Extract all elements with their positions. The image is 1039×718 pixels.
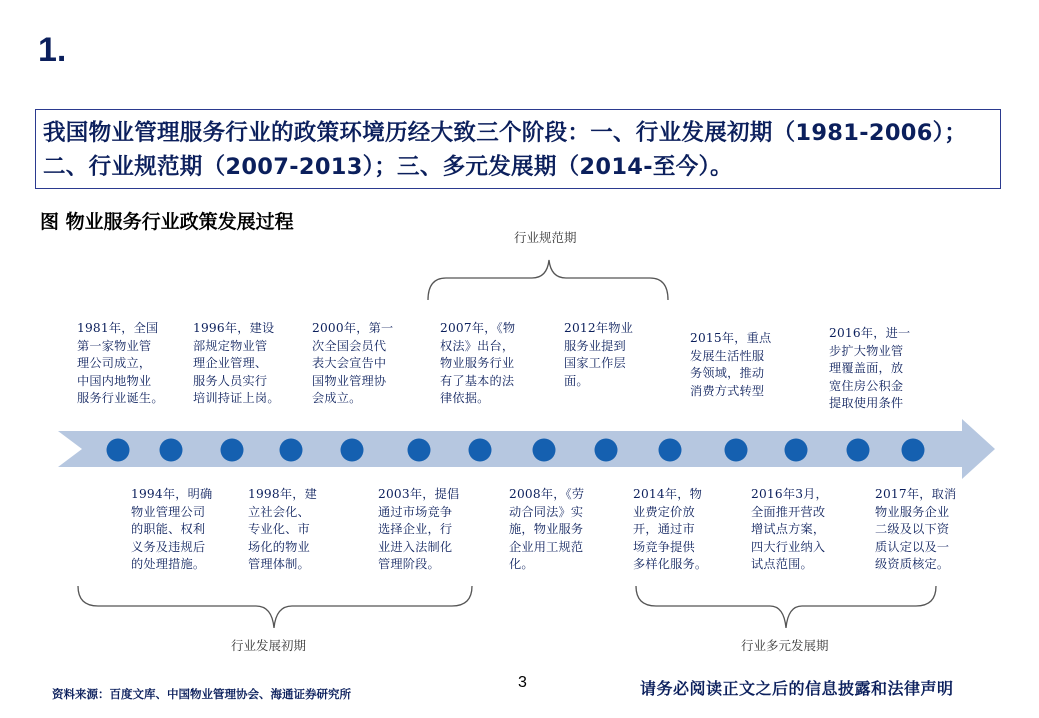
event-2007: 2007年，《物 权法》出台， 物业服务行业 有了基本的法 律依据。 xyxy=(440,321,516,406)
event-2003: 2003年，提倡 通过市场竞争 选择企业，行 业进入法制化 管理阶段。 xyxy=(378,487,460,572)
timeline-dot xyxy=(221,439,244,462)
event-2012: 2012年物业 服务业提到 国家工作层 面。 xyxy=(564,321,633,388)
timeline-dot xyxy=(408,439,431,462)
event-1981: 1981年，全国 第一家物业管 理公司成立， 中国内地物业 服务行业诞生。 xyxy=(77,321,164,406)
page-number: 3 xyxy=(518,674,527,691)
event-2014: 2014年，物 业费定价放 开，通过市 场竞争提供 多样化服务。 xyxy=(633,487,708,572)
event-2000: 2000年，第一 次全国会员代 表大会宣告中 国物业管理协 会成立。 xyxy=(312,321,394,406)
timeline-dot xyxy=(902,439,925,462)
brace-initial xyxy=(78,586,472,628)
timeline-dot xyxy=(107,439,130,462)
brace-diversified xyxy=(636,586,936,628)
page-heading: 1. xyxy=(38,31,67,69)
period-label-standardization: 行业规范期 xyxy=(514,230,577,245)
event-1998: 1998年，建 立社会化、 专业化、市 场化的物业 管理体制。 xyxy=(248,487,317,572)
event-2016: 2016年，进一 步扩大物业管 理覆盖面，放 宽住房公积金 提取使用条件 xyxy=(829,326,911,411)
period-label-initial: 行业发展初期 xyxy=(231,638,307,653)
timeline-dot xyxy=(785,439,808,462)
disclaimer-link[interactable]: 请务必阅读正文之后的信息披露和法律声明 xyxy=(640,679,954,698)
timeline-dot xyxy=(469,439,492,462)
summary-box: 我国物业管理服务行业的政策环境历经大致三个阶段：一、行业发展初期（1981-2006）；二、行业规范期（2007-2013）；三、多元发展期（2014-至今）。 xyxy=(35,109,1001,189)
event-1996: 1996年，建设 部规定物业管 理企业管理、 服务人员实行 培训持证上岗。 xyxy=(193,321,280,406)
timeline-dot xyxy=(341,439,364,462)
event-2008: 2008年，《劳 动合同法》实 施，物业服务 企业用工规范 化。 xyxy=(509,487,585,572)
timeline-dot xyxy=(280,439,303,462)
timeline-dot xyxy=(595,439,618,462)
timeline-dot xyxy=(725,439,748,462)
timeline-dot xyxy=(847,439,870,462)
timeline-dot xyxy=(160,439,183,462)
event-2016-march: 2016年3月， 全面推开营改 增试点方案， 四大行业纳入 试点范围。 xyxy=(751,487,828,572)
timeline-dot xyxy=(533,439,556,462)
period-label-diversified: 行业多元发展期 xyxy=(741,638,829,653)
event-2015: 2015年，重点 发展生活性服 务领域，推动 消费方式转型 xyxy=(690,331,772,398)
figure-title: 图 物业服务行业政策发展过程 xyxy=(40,211,294,233)
timeline-dot xyxy=(659,439,682,462)
source-note: 资料来源：百度文库、中国物业管理协会、海通证券研究所 xyxy=(52,687,351,701)
event-1994: 1994年，明确 物业管理公司 的职能、权利 义务及违规后 的处理措施。 xyxy=(131,487,213,572)
event-2017: 2017年，取消 物业服务企业 二级及以下资 质认定以及一 级资质核定。 xyxy=(875,487,957,572)
brace-standardization xyxy=(428,260,668,300)
